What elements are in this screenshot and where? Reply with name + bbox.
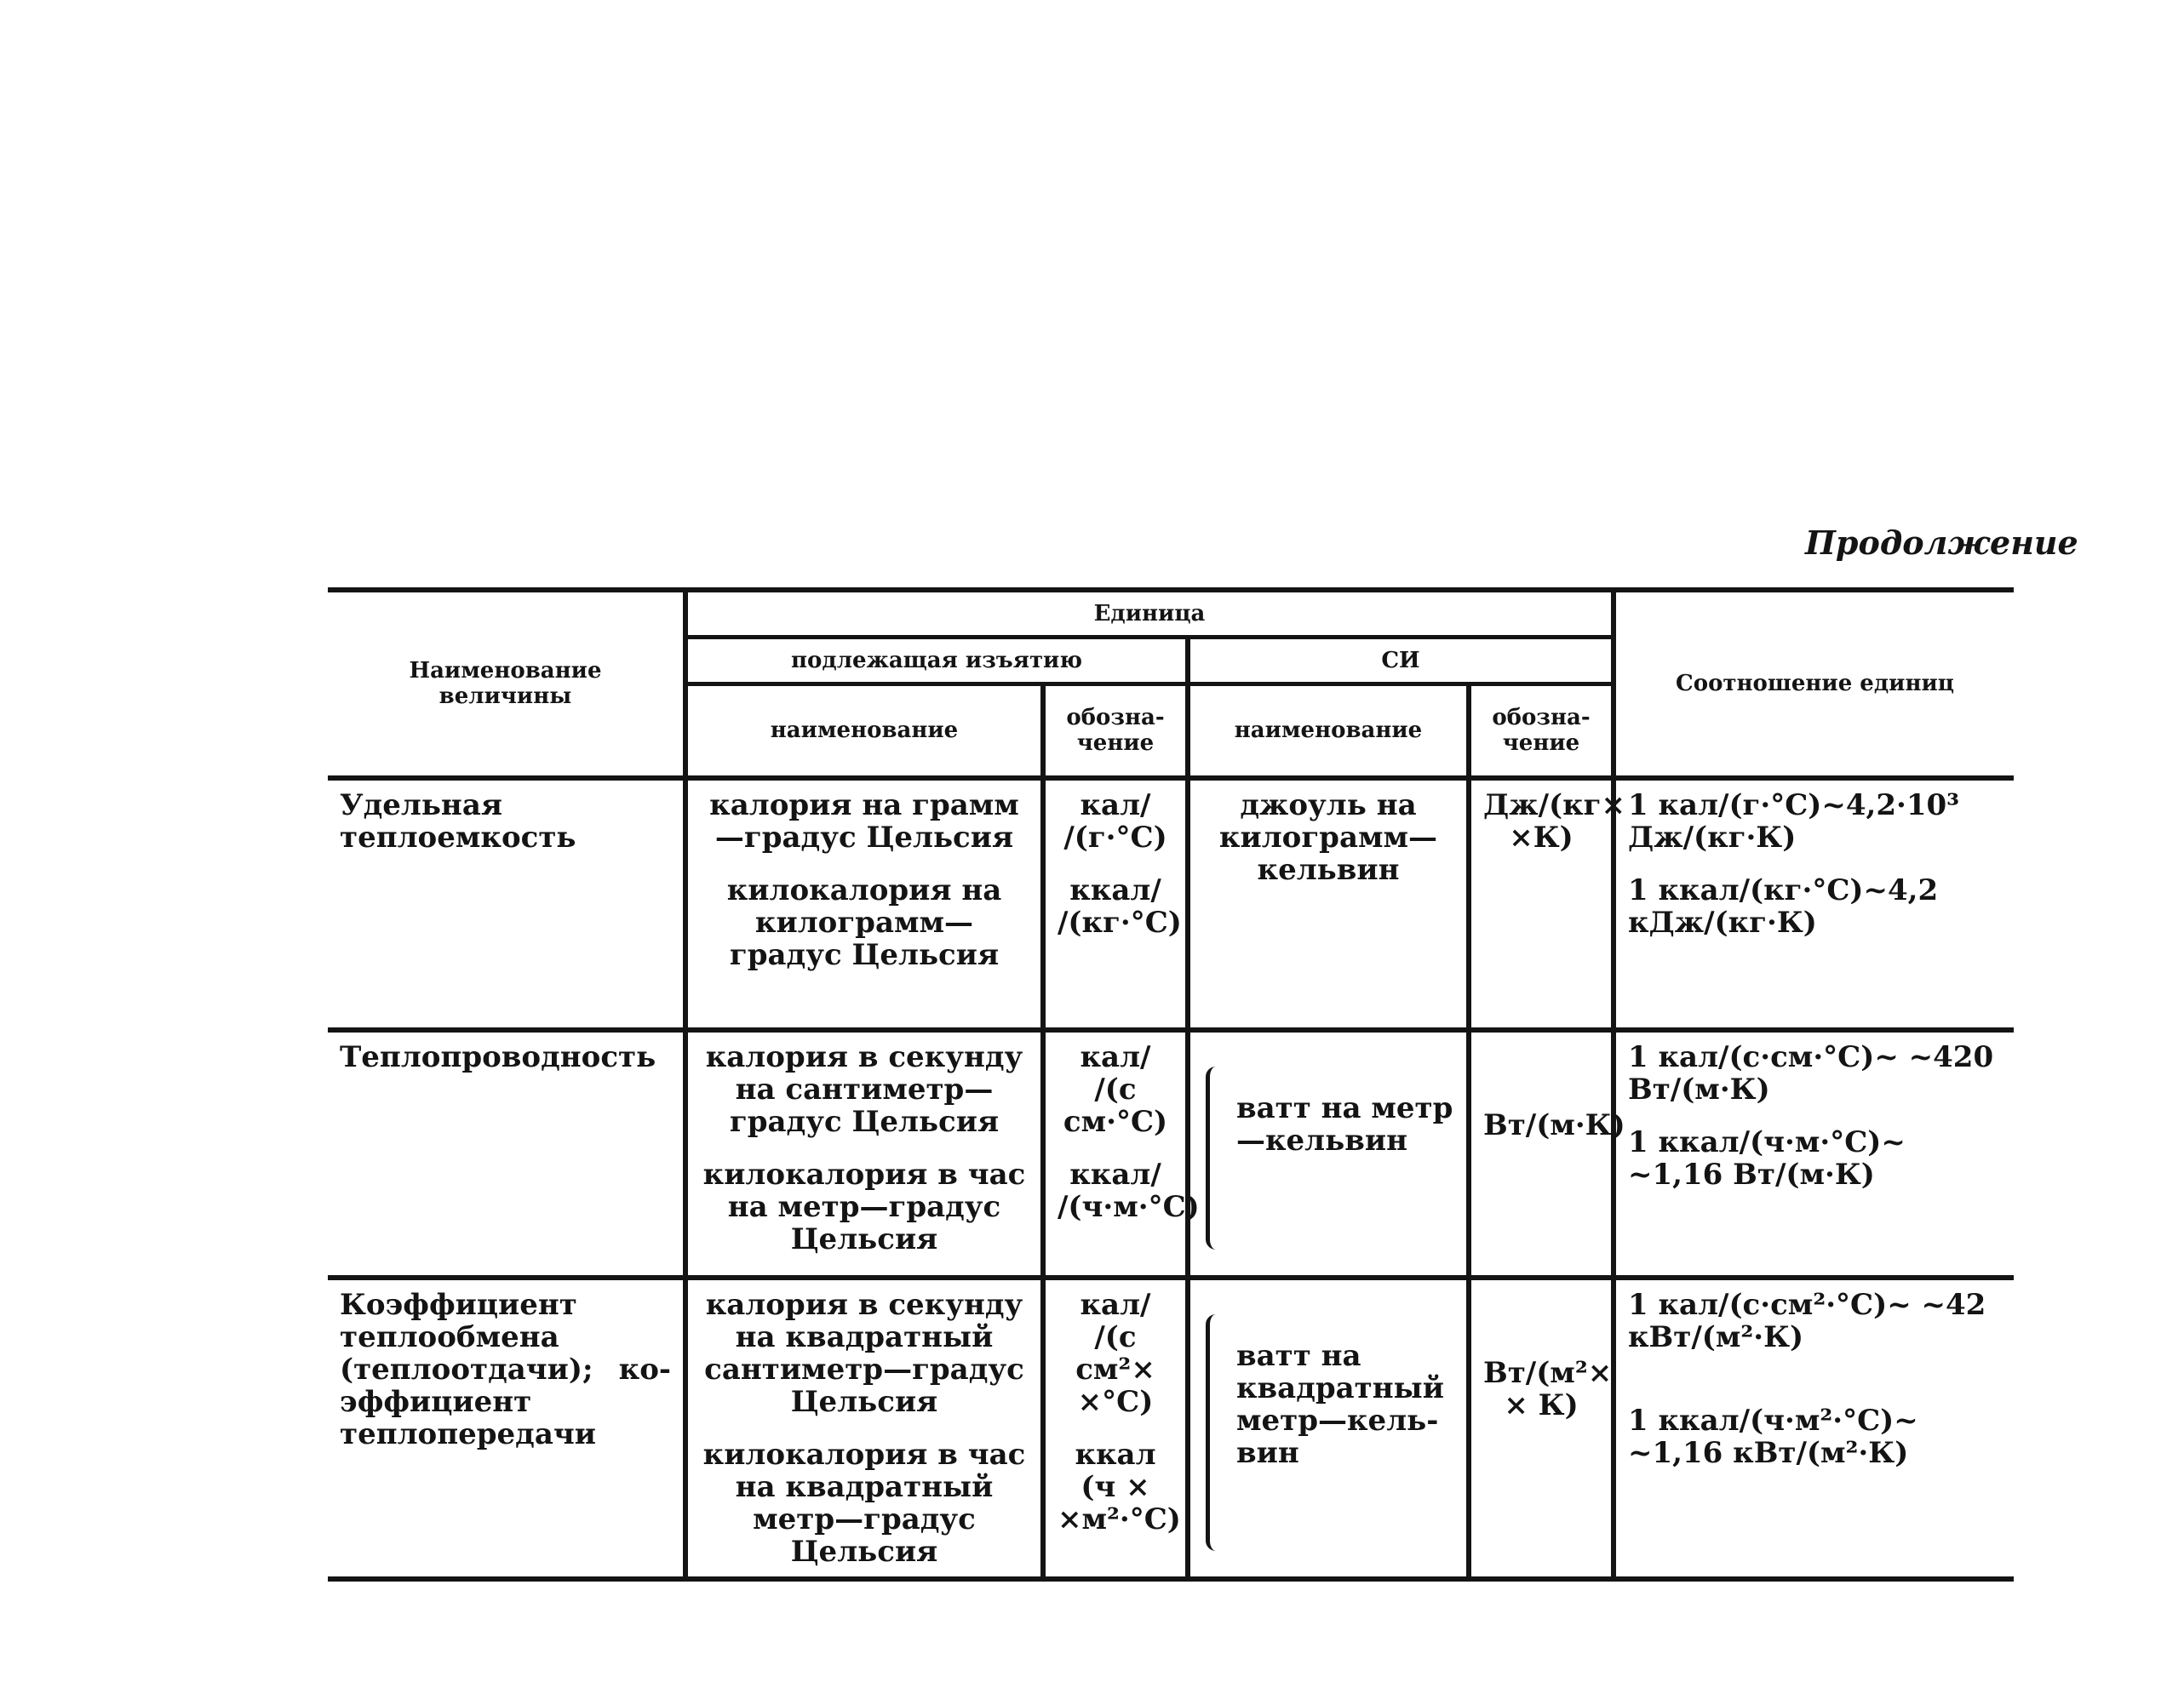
- old-unit-name: килокалория в час на квадратный метр—градус Цельсия: [702, 1437, 1026, 1569]
- si-unit-symbol: Вт/(м²× × К): [1483, 1355, 1613, 1422]
- old-unit-symbol-cell: [1043, 1030, 1200, 1278]
- old-unit-symbol: ккал/ /(кг·°С): [1058, 872, 1182, 940]
- curly-brace-icon: [1206, 1314, 1222, 1551]
- header-to-withdraw: подлежащая изъятию: [685, 638, 1188, 684]
- units-table-wrapper: [328, 587, 2014, 1582]
- si-unit-name-cell: [1188, 1278, 1469, 1579]
- ratio-text: 1 ккал/(кг·°С)~4,2 кДж/(кг·К): [1628, 872, 1939, 940]
- ratio-cell: [1614, 778, 2014, 1030]
- si-unit-name-cell: [1188, 1030, 1469, 1278]
- si-unit-name: ватт на метр—кельвин: [1236, 1090, 1453, 1158]
- old-unit-name: килокалория на килограмм—градус Цельсия: [726, 872, 1002, 972]
- curly-brace-icon: [1206, 1067, 1222, 1250]
- si-unit-name: ватт на квадратный метр—кельвин: [1236, 1338, 1444, 1470]
- header-ratio: Соотношение единиц: [1614, 590, 2014, 778]
- table-row: [328, 778, 2014, 1030]
- header-old-name: наименование: [685, 684, 1043, 778]
- units-table: [328, 587, 2014, 1582]
- quantity-cell: Теплопроводность: [328, 1030, 685, 1278]
- old-unit-name: килокалория в час на метр—градус Цельсия: [702, 1157, 1026, 1256]
- header-quantity-name: Наименование величины: [328, 590, 685, 778]
- header-unit: Единица: [685, 590, 1614, 638]
- old-unit-name: калория в секунду на сантиметр—градус Цельсия: [705, 1039, 1023, 1139]
- header-si-designation: обозначение: [1469, 684, 1614, 778]
- si-unit-symbol-cell: Дж/(кг× ×К): [1469, 778, 1614, 1030]
- old-unit-name-cell: [685, 778, 1043, 1030]
- si-unit-name-cell: джоуль на килограмм—кельвин: [1188, 778, 1469, 1030]
- old-unit-name: калория в секунду на квадратный сантиметр—градус Цельсия: [704, 1287, 1024, 1419]
- old-unit-symbol: кал/ /(г·°С): [1063, 787, 1167, 855]
- header-si: СИ: [1188, 638, 1614, 684]
- ratio-text: 1 кал/(с·см·°С)~ ~420 Вт/(м·К): [1628, 1039, 1994, 1107]
- old-unit-name: калория на грамм—градус Цельсия: [709, 787, 1019, 855]
- old-unit-name-cell: [685, 1278, 1043, 1579]
- header-old-designation: обозначение: [1043, 684, 1188, 778]
- header-si-name: наименование: [1188, 684, 1469, 778]
- quantity-cell: Удельная теплоемкость: [340, 787, 576, 855]
- table-row: [328, 1030, 2014, 1278]
- si-unit-symbol: Вт/(м·К): [1483, 1107, 1625, 1142]
- ratio-text: 1 кал/(г·°С)~4,2·10³ Дж/(кг·К): [1628, 787, 1960, 855]
- old-unit-symbol-cell: [1043, 778, 1188, 1030]
- old-unit-symbol: кал/ /(с см²× ×°С): [1075, 1287, 1155, 1419]
- old-unit-symbol: ккал (ч × ×м²·°С): [1058, 1437, 1181, 1536]
- table-row: [328, 1278, 2014, 1579]
- ratio-text: 1 кал/(с·см²·°С)~ ~42 кВт/(м²·К): [1628, 1287, 1986, 1354]
- quantity-cell: Коэффициент теплообмена (теплоотдачи); коэффициент теплопередачи: [328, 1278, 685, 1579]
- continuation-caption: Продолжение: [1805, 523, 2078, 562]
- ratio-cell: [1614, 1030, 2014, 1278]
- old-unit-symbol: ккал/ /(ч·м·°С): [1058, 1157, 1200, 1224]
- old-unit-name-cell: [685, 1030, 1043, 1278]
- old-unit-symbol: кал/ /(с см·°С): [1063, 1039, 1168, 1139]
- ratio-text: 1 ккал/(ч·м·°С)~ ~1,16 Вт/(м·К): [1628, 1124, 1906, 1192]
- si-unit-symbol-cell: [1469, 1030, 1625, 1278]
- ratio-text: 1 ккал/(ч·м²·°С)~ ~1,16 кВт/(м²·К): [1628, 1403, 1918, 1470]
- ratio-cell: [1614, 1278, 2014, 1579]
- si-unit-symbol-cell: [1469, 1278, 1614, 1579]
- table-bottom-rule: [328, 1579, 2014, 1582]
- old-unit-symbol-cell: [1043, 1278, 1188, 1579]
